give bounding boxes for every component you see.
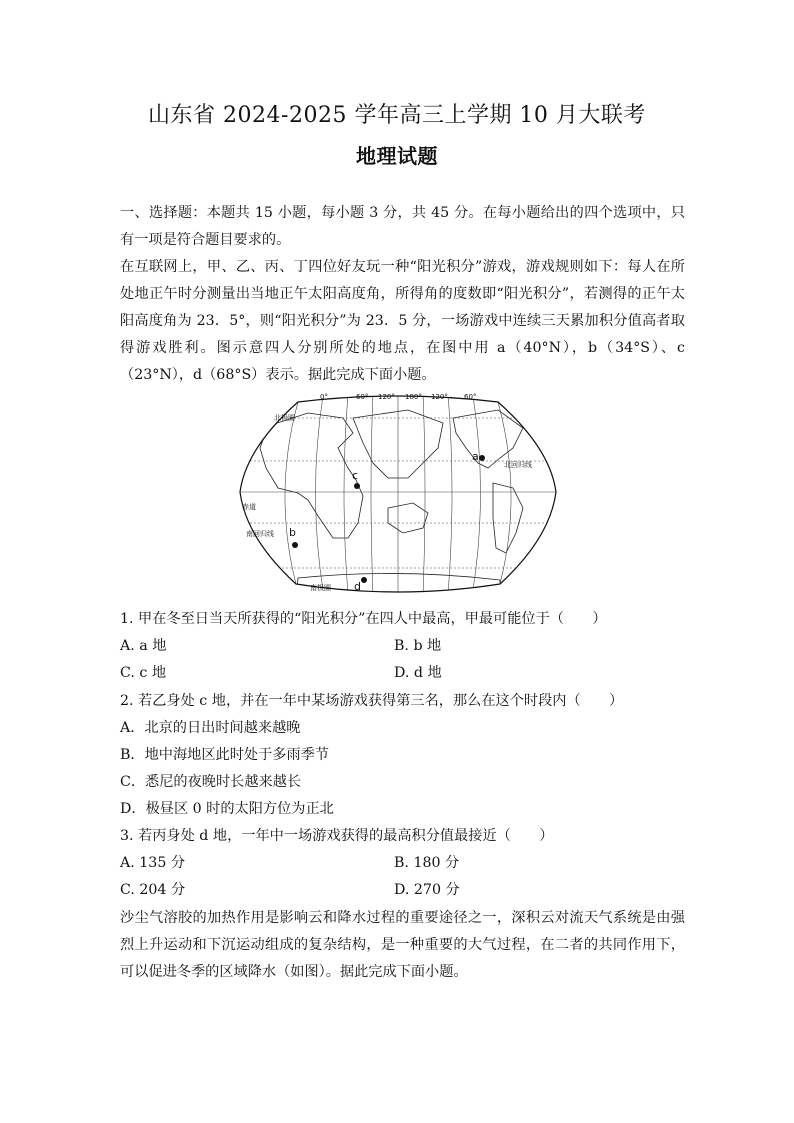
land-africa-eurasia-west bbox=[260, 413, 363, 538]
passage-1: 在互联网上，甲、乙、丙、丁四位好友玩一种“阳光积分”游戏，游戏规则如下：每人在所处地正午时分测量出当地正午太阳高度角，所得角的度数即“阳光积分”，若测得的正午太阳高度角为 23．5°，则“阳光积分”为 23．5 分，一场游戏中连续三天累加积分值高者取得游戏胜利。图示意四人分别所处的地点，在图中用 a（40°N），b（34°S）、c（23°N），d（68°S）表示。据此完成下面小题。 bbox=[120, 259, 685, 383]
point-a-label: a bbox=[472, 450, 479, 463]
question-1-stem: 1. 甲在冬至日当天所获得的“阳光积分”在四人中最高，甲最可能位于（ ） bbox=[120, 611, 607, 627]
question-3-stem: 3. 若丙身处 d 地，一年中一场游戏获得的最高积分值最接近（ ） bbox=[120, 828, 554, 844]
tropic-cancer-label: 北回归线 bbox=[504, 461, 532, 469]
lon-label: 120° bbox=[431, 393, 448, 401]
world-map bbox=[238, 388, 558, 603]
point-a-marker bbox=[479, 455, 485, 461]
q1-option-c[interactable]: C. c 地 bbox=[120, 665, 167, 681]
page-subtitle: 地理试题 bbox=[356, 144, 438, 168]
q1-option-b[interactable]: B. b 地 bbox=[394, 638, 442, 654]
q3-option-d[interactable]: D. 270 分 bbox=[394, 882, 460, 898]
q3-option-b[interactable]: B. 180 分 bbox=[394, 855, 460, 871]
q2-option-d[interactable]: D．极昼区 0 时的太阳方位为正北 bbox=[120, 801, 334, 817]
question-2-stem: 2. 若乙身处 c 地，并在一年中某场游戏获得第三名，那么在这个时段内（ ） bbox=[120, 693, 624, 709]
point-b-marker bbox=[292, 542, 298, 548]
q2-option-c[interactable]: C．悉尼的夜晚时长越来越长 bbox=[120, 774, 302, 790]
q3-option-c[interactable]: C. 204 分 bbox=[120, 882, 186, 898]
section-intro: 一、选择题：本题共 15 小题，每小题 3 分，共 45 分。在每小题给出的四个选项中，只有一项是符合题目要求的。 bbox=[120, 205, 685, 248]
q2-option-b[interactable]: B．地中海地区此时处于多雨季节 bbox=[120, 747, 330, 763]
passage-2: 沙尘气溶胶的加热作用是影响云和降水过程的重要途径之一，深积云对流天气系统是由强烈上升运动和下沉运动组成的复杂结构，是一种重要的大气过程，在二者的共同作用下，可以促进冬季的区域降水（如图）。据此完成下面小题。 bbox=[120, 910, 685, 980]
q2-option-a[interactable]: A．北京的日出时间越来越晚 bbox=[120, 720, 301, 736]
q1-option-a[interactable]: A. a 地 bbox=[120, 638, 167, 654]
land-australia bbox=[388, 503, 428, 533]
page-title: 山东省 2024-2025 学年高三上学期 10 月大联考 bbox=[148, 103, 646, 128]
lon-label: 60° bbox=[464, 393, 477, 401]
point-c-label: c bbox=[352, 469, 359, 482]
q3-option-a[interactable]: A. 135 分 bbox=[120, 855, 186, 871]
lon-label: 60° bbox=[356, 393, 369, 401]
point-c-marker bbox=[354, 483, 360, 489]
antarctic-circle-label: 南极圈 bbox=[310, 584, 331, 592]
arctic-circle-label: 北极圈 bbox=[274, 414, 295, 422]
point-d-label: d bbox=[354, 580, 361, 593]
point-d-marker bbox=[361, 577, 367, 583]
land-north-america bbox=[453, 410, 523, 468]
equator-label: 赤道 bbox=[242, 503, 256, 511]
lon-label: 180° bbox=[405, 393, 422, 401]
point-b-label: b bbox=[289, 526, 296, 539]
tropic-capricorn-label: 南回归线 bbox=[246, 530, 274, 538]
lon-label: 120° bbox=[378, 393, 395, 401]
q1-option-d[interactable]: D. d 地 bbox=[394, 665, 442, 681]
lon-label: 0° bbox=[320, 393, 328, 401]
